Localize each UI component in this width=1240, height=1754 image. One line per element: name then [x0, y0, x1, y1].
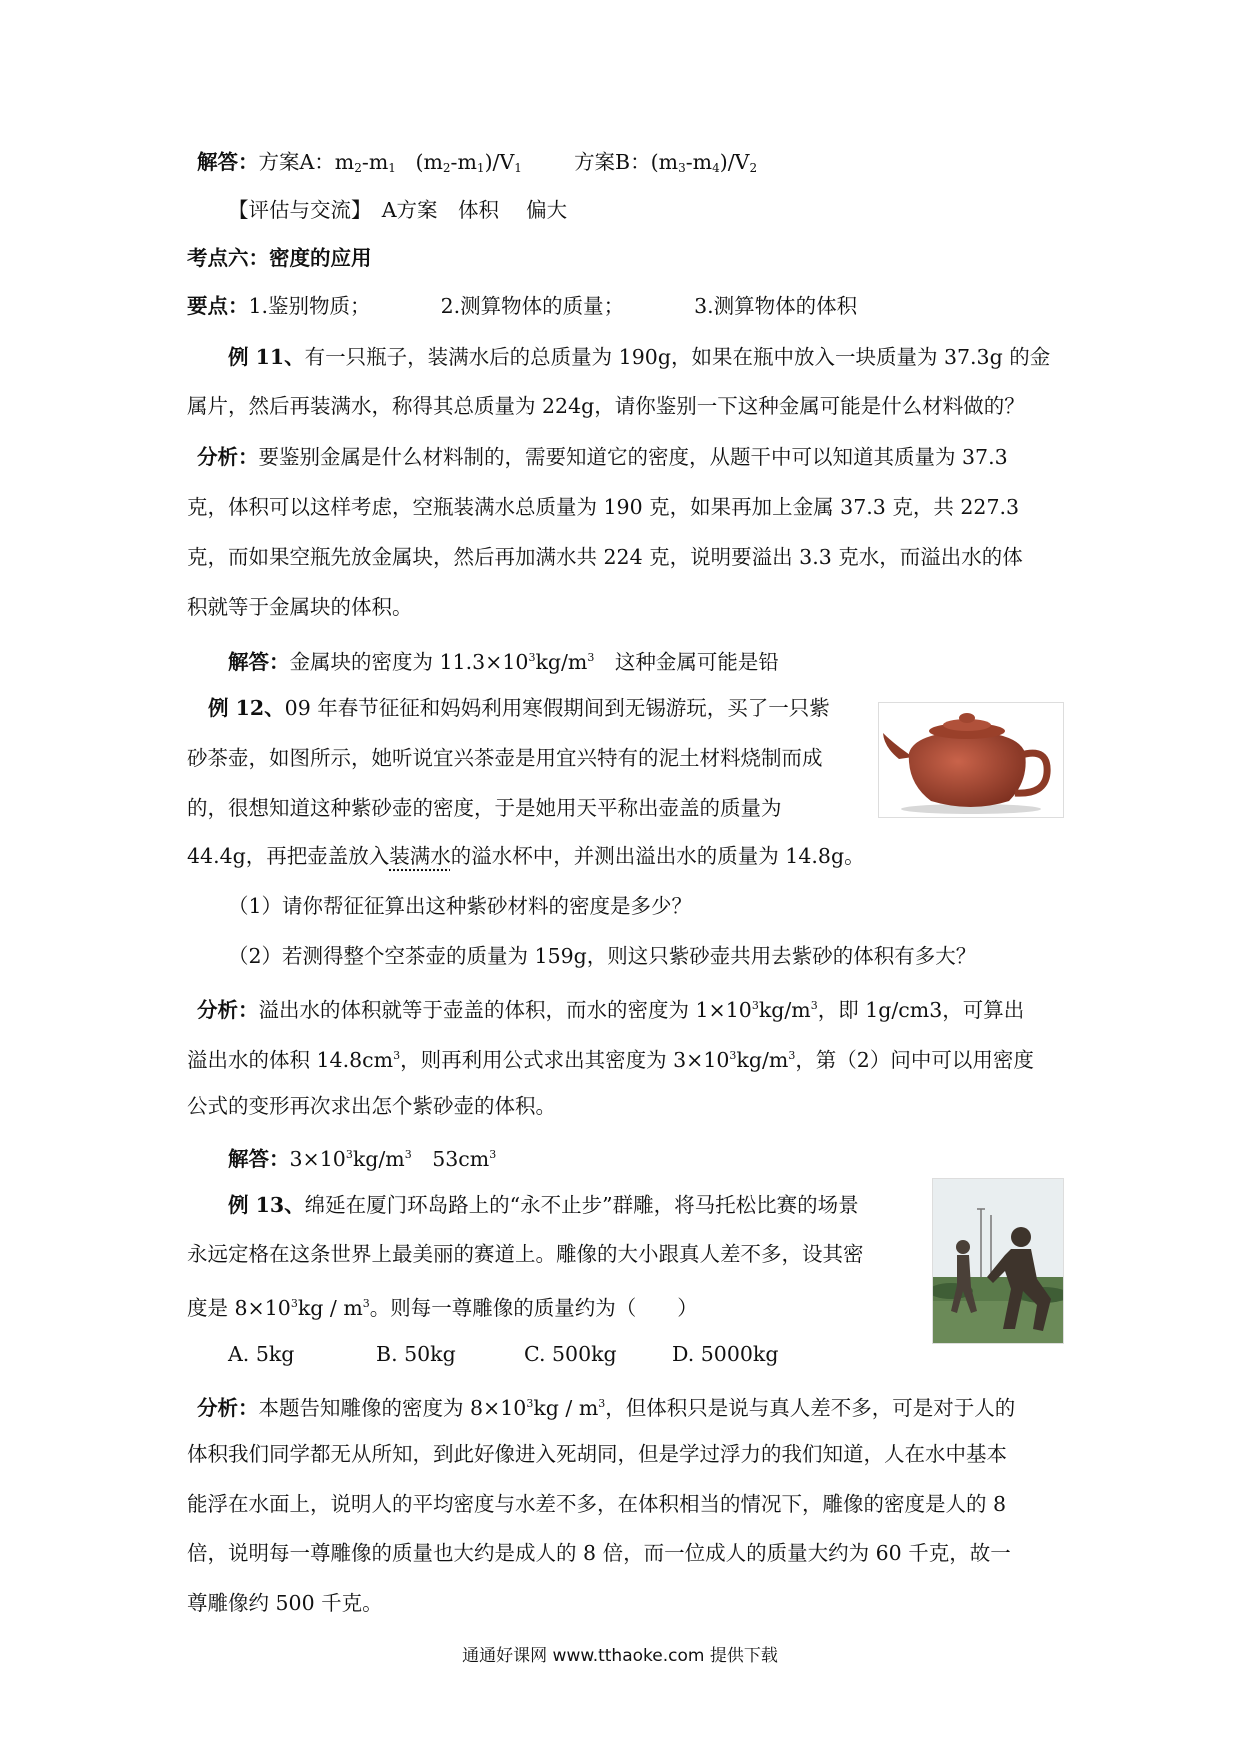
example-12-line-3: 的，很想知道这种紫砂壶的密度，于是她用天平称出壶盖的质量为 — [187, 796, 782, 820]
example-11-analysis-2: 克，体积可以这样考虑，空瓶装满水总质量为 190 克，如果再加上金属 37.3 克，共 227.3 — [187, 495, 1020, 519]
example-12-line-2: 砂茶壶，如图所示，她听说宜兴茶壶是用宜兴特有的泥土材料烧制而成 — [187, 746, 823, 770]
option-c: C. 500kg — [524, 1342, 617, 1366]
example-13-line-3: 度是 $8\times 10^3kg / m^3$。则每一尊雕像的质量约为（ ） — [187, 1296, 698, 1320]
example-13-analysis-4: 倍，说明每一尊雕像的质量也大约是成人的 8 倍，而一位成人的质量大约为 60 千克，故一 — [187, 1541, 1011, 1565]
example-12-analysis-2: 溢出水的体积 $14.8cm^3$，则再利用公式求出其密度为 $3\times 10^3kg/m^3$，第（2）问中可以用密度 — [187, 1048, 1034, 1072]
example-11-line-1: 例 11、有一只瓶子，装满水后的总质量为 190g，如果在瓶中放入一块质量为 37.3g 的金 — [228, 345, 1051, 369]
example-11-analysis-3: 克，而如果空瓶先放金属块，然后再加满水共 224 克，说明要溢出 3.3 克水，而溢出水的体 — [187, 545, 1023, 569]
example-12-line-4: 44.4g，再把壶盖放入装满水的溢水杯中，并测出溢出水的质量为 14.8g。 — [187, 844, 865, 868]
option-a: A. 5kg — [228, 1342, 295, 1366]
example-11-line-2: 属片，然后再装满水，称得其总质量为 224g，请你鉴别一下这种金属可能是什么材料做的？ — [187, 394, 1025, 418]
example-11-analysis-4: 积就等于金属块的体积。 — [187, 595, 413, 619]
option-d: D. 5000kg — [672, 1342, 779, 1366]
option-b: B. 50kg — [376, 1342, 456, 1366]
example-13-analysis-1: 分析：本题告知雕像的密度为 $8\times 10^3kg / m^3$，但体积只是说与真人差不多，可是对于人的 — [197, 1396, 1016, 1420]
example-12-question-1: （1）请你帮征征算出这种紫砂材料的密度是多少？ — [228, 894, 693, 918]
example-12-analysis-1: 分析：溢出水的体积就等于壶盖的体积，而水的密度为 $1\times 10^3kg/m^3$，即 1g/cm3，可算出 — [197, 998, 1025, 1022]
example-12-answer: 解答：$3\times 10^3kg/m^3$ $53cm^3$ — [228, 1147, 497, 1171]
example-12-line-1: 例 12、09 年春节征征和妈妈利用寒假期间到无锡游玩，买了一只紫 — [208, 696, 830, 720]
example-11-analysis-1: 分析：要鉴别金属是什么材料制的，需要知道它的密度，从题干中可以知道其质量为 37.3 — [197, 445, 1008, 469]
example-11-answer: 解答：金属块的密度为 $11.3\times 10^3kg/m^3$ 这种金属可能是铅 — [228, 650, 779, 674]
example-12-analysis-3: 公式的变形再次求出怎个紫砂壶的体积。 — [187, 1094, 556, 1118]
example-13-analysis-5: 尊雕像约 500 千克。 — [187, 1591, 383, 1615]
teapot-photo — [878, 702, 1064, 818]
example-13-options — [228, 1340, 778, 1368]
example-13-analysis-3: 能浮在水面上，说明人的平均密度与水差不多，在体积相当的情况下，雕像的密度是人的 8 — [187, 1492, 1007, 1516]
evaluation-line: 【评估与交流】 A方案 体积 偏大 — [228, 198, 568, 222]
example-13-analysis-2: 体积我们同学都无从所知，到此好像进入死胡同，但是学过浮力的我们知道，人在水中基本 — [187, 1442, 1007, 1466]
key-points-line: 要点：1.鉴别物质； 2.测算物体的质量； 3.测算物体的体积 — [187, 294, 858, 318]
example-12-question-2: （2）若测得整个空茶壶的质量为 159g，则这只紫砂壶共用去紫砂的体积有多大？ — [228, 944, 977, 968]
answer-ab-line: 解答：方案A：$m_2-m_1$ $(m_2-m_1)/V_1$ 方案B：$(m_3-m_4)/V_2$ — [197, 150, 758, 175]
example-13-line-1: 例 13、绵延在厦门环岛路上的“永不止步”群雕，将马托松比赛的场景 — [228, 1193, 859, 1217]
page-footer: 通通好课网 www.tthaoke.com 提供下载 — [462, 1646, 778, 1666]
section-heading: 考点六：密度的应用 — [187, 246, 372, 270]
statue-photo — [932, 1178, 1064, 1344]
example-13-line-2: 永远定格在这条世界上最美丽的赛道上。雕像的大小跟真人差不多，设其密 — [187, 1242, 864, 1266]
